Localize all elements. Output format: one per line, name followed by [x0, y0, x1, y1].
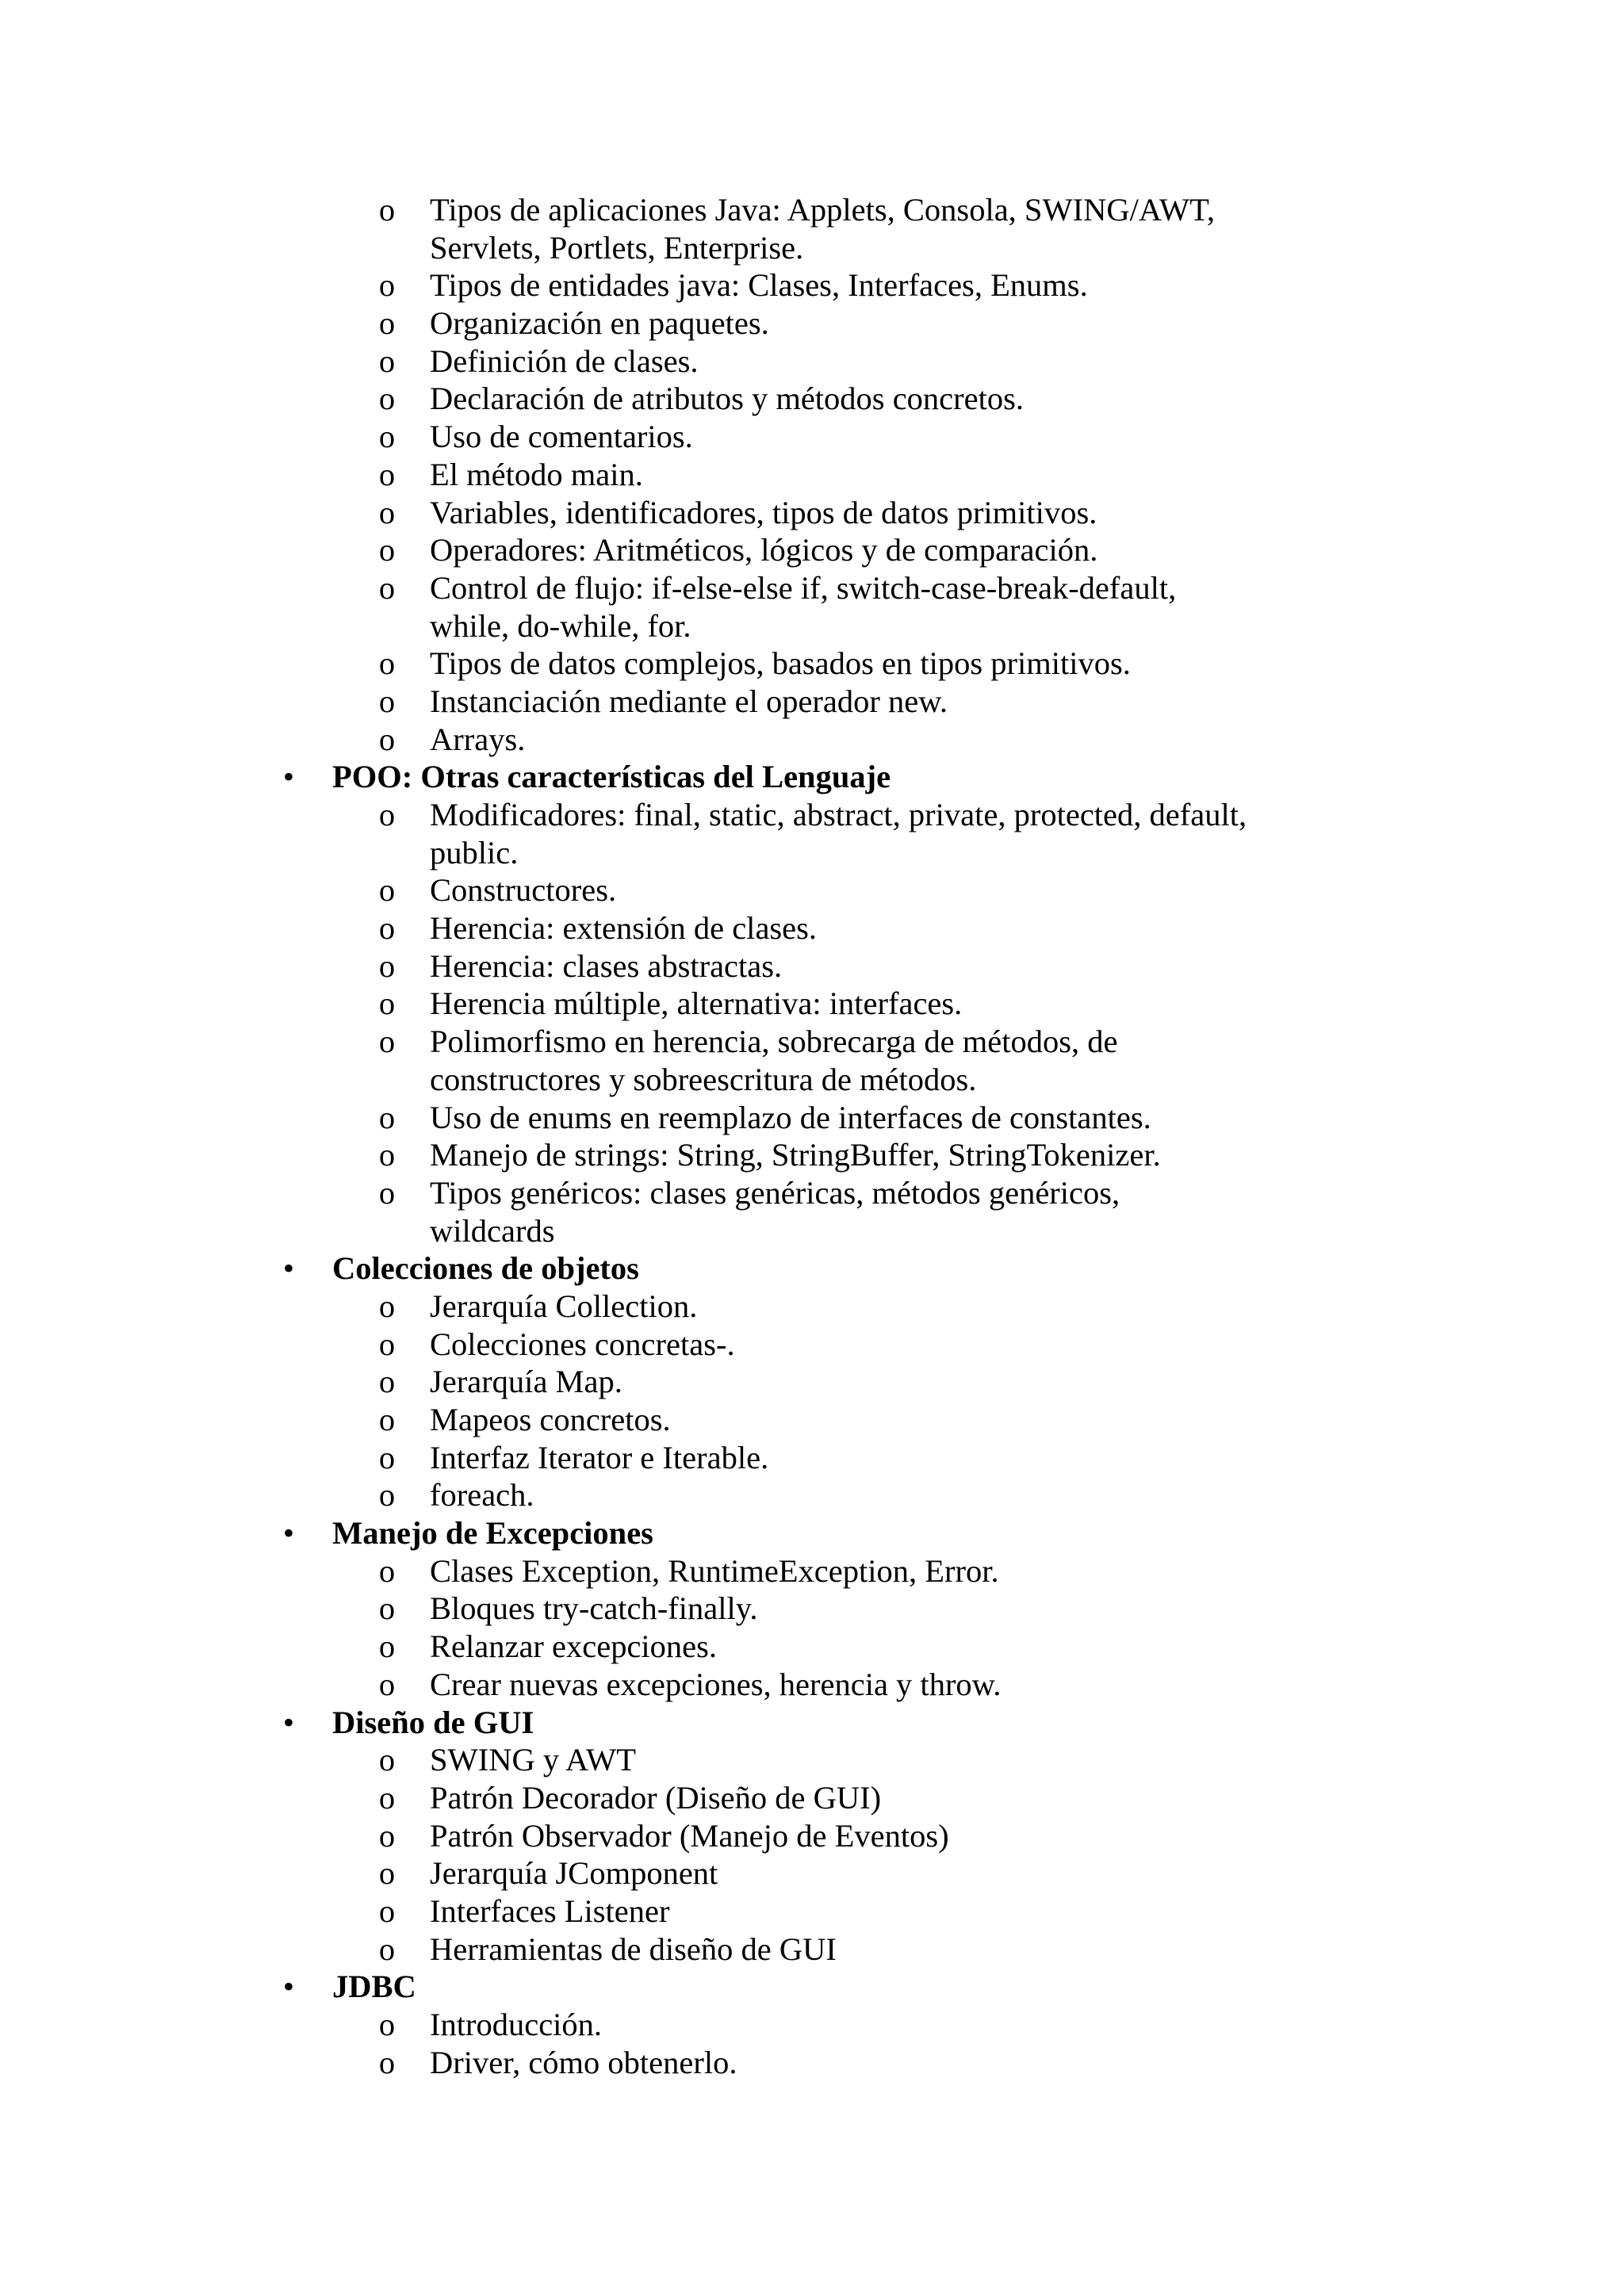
sub-item-text: Clases Exception, RuntimeException, Error.: [430, 1552, 999, 1589]
hollow-bullet-icon: o: [378, 532, 396, 568]
sub-item-text: Interfaces Listener: [430, 1892, 670, 1929]
sub-item-text: Arrays.: [430, 721, 526, 757]
sub-list-item: [0, 342, 1624, 381]
sub-item-text: constructores y sobreescritura de métodos.: [430, 1061, 977, 1097]
hollow-bullet-icon: o: [378, 947, 396, 984]
hollow-bullet-icon: o: [378, 305, 396, 342]
sub-item-text: Herencia: extensión de clases.: [430, 910, 818, 947]
hollow-bullet-icon: o: [378, 494, 396, 530]
sub-item-text: public.: [430, 834, 519, 871]
sub-list-item: [0, 1326, 1624, 1364]
sub-list-item: [0, 2044, 1624, 2082]
hollow-bullet-icon: o: [378, 1666, 396, 1702]
syllabus-document: [0, 191, 1624, 2081]
hollow-bullet-icon: o: [378, 2007, 396, 2042]
hollow-bullet-icon: o: [378, 1590, 396, 1627]
hollow-bullet-icon: o: [378, 985, 396, 1022]
sub-list-item: [0, 304, 1624, 342]
sub-item-text: Mapeos concretos.: [430, 1402, 671, 1437]
hollow-bullet-icon: o: [378, 1024, 396, 1060]
hollow-bullet-icon: o: [378, 1402, 396, 1437]
section-title: Colecciones de objetos: [332, 1250, 639, 1287]
sub-item-text: Tipos de datos complejos, basados en tipos primitivos.: [430, 645, 1131, 682]
bullet-icon: •: [282, 1704, 295, 1740]
hollow-bullet-icon: o: [378, 1099, 396, 1135]
sub-list-item: [0, 1854, 1624, 1892]
sub-list-item: [0, 985, 1624, 1023]
sub-item-text: wildcards: [430, 1212, 555, 1249]
sub-list-item: [0, 1401, 1624, 1439]
sub-list-item: [0, 2006, 1624, 2044]
sub-item-text: Polimorfismo en herencia, sobrecarga de métodos, de: [430, 1024, 1118, 1060]
sub-item-text: Constructores.: [430, 872, 617, 909]
sub-list-item-continuation: [0, 607, 1624, 645]
sub-item-text: Servlets, Portlets, Enterprise.: [430, 229, 804, 266]
sub-item-text: Manejo de strings: String, StringBuffer, StringTokenizer.: [430, 1137, 1161, 1173]
hollow-bullet-icon: o: [378, 1628, 396, 1665]
sub-list-item: [0, 380, 1624, 418]
sub-item-text: Jerarquía Map.: [430, 1364, 622, 1400]
hollow-bullet-icon: o: [378, 342, 396, 379]
sub-list-item: [0, 1931, 1624, 1969]
sub-item-text: Tipos de aplicaciones Java: Applets, Consola, SWING/AWT,: [430, 192, 1215, 228]
sub-item-text: while, do-while, for.: [430, 607, 691, 644]
sub-list-item: [0, 1628, 1624, 1666]
bullet-icon: •: [282, 1515, 295, 1552]
sub-list-item: [0, 266, 1624, 304]
sub-item-text: Herencia: clases abstractas.: [430, 947, 783, 984]
sub-list-item: [0, 645, 1624, 683]
sub-item-text: Modificadores: final, static, abstract, private, protected, default,: [430, 797, 1247, 832]
hollow-bullet-icon: o: [378, 1817, 396, 1854]
sub-list-item: [0, 1099, 1624, 1137]
hollow-bullet-icon: o: [378, 1552, 396, 1589]
hollow-bullet-icon: o: [378, 645, 396, 682]
sub-item-text: Declaración de atributos y métodos concretos.: [430, 381, 1024, 417]
hollow-bullet-icon: o: [378, 569, 396, 606]
hollow-bullet-icon: o: [378, 1326, 396, 1362]
section-heading: [0, 758, 1624, 796]
sub-list-item-continuation: [0, 229, 1624, 267]
sub-list-item: [0, 1439, 1624, 1477]
hollow-bullet-icon: o: [378, 1439, 396, 1475]
sub-list-item: [0, 1666, 1624, 1704]
sub-item-text: Tipos de entidades java: Clases, Interfaces, Enums.: [430, 267, 1088, 304]
sub-list-item-continuation: [0, 1061, 1624, 1099]
sub-list-item: [0, 1817, 1624, 1855]
sub-item-text: Tipos genéricos: clases genéricas, métodos genéricos,: [430, 1174, 1120, 1211]
hollow-bullet-icon: o: [378, 872, 396, 909]
sub-item-text: Instanciación mediante el operador new.: [430, 683, 948, 719]
sub-list-item: [0, 721, 1624, 759]
sub-item-text: Driver, cómo obtenerlo.: [430, 2044, 737, 2080]
sub-item-text: Colecciones concretas-.: [430, 1326, 735, 1362]
section-title: Diseño de GUI: [332, 1704, 534, 1740]
sub-item-text: Variables, identificadores, tipos de datos primitivos.: [430, 494, 1097, 530]
hollow-bullet-icon: o: [378, 1288, 396, 1324]
sub-list-item: [0, 1552, 1624, 1590]
hollow-bullet-icon: o: [378, 1892, 396, 1929]
hollow-bullet-icon: o: [378, 1855, 396, 1892]
sub-list-item: [0, 1892, 1624, 1931]
hollow-bullet-icon: o: [378, 683, 396, 719]
hollow-bullet-icon: o: [378, 1137, 396, 1173]
section-title: JDBC: [332, 1969, 416, 2005]
sub-item-text: Control de flujo: if-else-else if, switch-case-break-default,: [430, 569, 1177, 606]
hollow-bullet-icon: o: [378, 1364, 396, 1400]
sub-list-item: [0, 456, 1624, 494]
hollow-bullet-icon: o: [378, 797, 396, 832]
sub-list-item: [0, 909, 1624, 947]
sub-list-item: [0, 1174, 1624, 1212]
sub-item-text: Definición de clases.: [430, 342, 699, 379]
hollow-bullet-icon: o: [378, 721, 396, 757]
sub-list-item: [0, 1023, 1624, 1061]
bullet-icon: •: [282, 759, 295, 795]
sub-item-text: Interfaz Iterator e Iterable.: [430, 1439, 769, 1475]
hollow-bullet-icon: o: [378, 1779, 396, 1816]
hollow-bullet-icon: o: [378, 1477, 396, 1513]
sub-list-item: [0, 1363, 1624, 1401]
sub-list-item: [0, 191, 1624, 229]
sub-item-text: Introducción.: [430, 2007, 603, 2042]
sub-item-text: Relanzar excepciones.: [430, 1628, 718, 1665]
section-title: POO: Otras características del Lenguaje: [332, 759, 891, 795]
sub-list-item-continuation: [0, 1212, 1624, 1250]
sub-item-text: Patrón Decorador (Diseño de GUI): [430, 1779, 882, 1816]
sub-item-text: Patrón Observador (Manejo de Eventos): [430, 1817, 949, 1854]
sub-item-text: Crear nuevas excepciones, herencia y throw.: [430, 1666, 1002, 1702]
section-heading: [0, 1249, 1624, 1288]
hollow-bullet-icon: o: [378, 381, 396, 417]
sub-list-item: [0, 947, 1624, 985]
sub-list-item: [0, 871, 1624, 909]
sub-item-text: Uso de comentarios.: [430, 419, 693, 455]
sub-list-item: [0, 569, 1624, 607]
sub-item-text: Organización en paquetes.: [430, 305, 769, 342]
sub-item-text: Jerarquía JComponent: [430, 1855, 718, 1892]
sub-list-item-continuation: [0, 834, 1624, 872]
hollow-bullet-icon: o: [378, 192, 396, 228]
section-heading: [0, 1704, 1624, 1742]
bullet-icon: •: [282, 1250, 295, 1287]
sub-list-item: [0, 796, 1624, 834]
hollow-bullet-icon: o: [378, 1742, 396, 1778]
hollow-bullet-icon: o: [378, 267, 396, 304]
sub-list-item: [0, 531, 1624, 569]
sub-list-item: [0, 1779, 1624, 1817]
sub-item-text: El método main.: [430, 456, 643, 492]
sub-item-text: Uso de enums en reemplazo de interfaces de constantes.: [430, 1099, 1151, 1135]
sub-item-text: SWING y AWT: [430, 1742, 636, 1778]
hollow-bullet-icon: o: [378, 910, 396, 947]
hollow-bullet-icon: o: [378, 1174, 396, 1211]
sub-list-item: [0, 1741, 1624, 1779]
sub-list-item: [0, 494, 1624, 532]
section-heading: [0, 1968, 1624, 2006]
sub-item-text: Herencia múltiple, alternativa: interfaces.: [430, 985, 963, 1022]
sub-list-item: [0, 1288, 1624, 1326]
sub-item-text: Herramientas de diseño de GUI: [430, 1931, 837, 1967]
sub-list-item: [0, 418, 1624, 456]
section-heading: [0, 1514, 1624, 1552]
sub-list-item: [0, 683, 1624, 721]
sub-item-text: foreach.: [430, 1477, 534, 1513]
hollow-bullet-icon: o: [378, 2044, 396, 2080]
sub-item-text: Jerarquía Collection.: [430, 1288, 698, 1324]
sub-list-item: [0, 1476, 1624, 1514]
section-title: Manejo de Excepciones: [332, 1515, 653, 1552]
bullet-icon: •: [282, 1969, 295, 2005]
sub-list-item: [0, 1136, 1624, 1174]
hollow-bullet-icon: o: [378, 456, 396, 492]
hollow-bullet-icon: o: [378, 419, 396, 455]
sub-item-text: Bloques try-catch-finally.: [430, 1590, 758, 1627]
sub-list-item: [0, 1590, 1624, 1628]
sub-item-text: Operadores: Aritméticos, lógicos y de comparación.: [430, 532, 1098, 568]
hollow-bullet-icon: o: [378, 1931, 396, 1967]
